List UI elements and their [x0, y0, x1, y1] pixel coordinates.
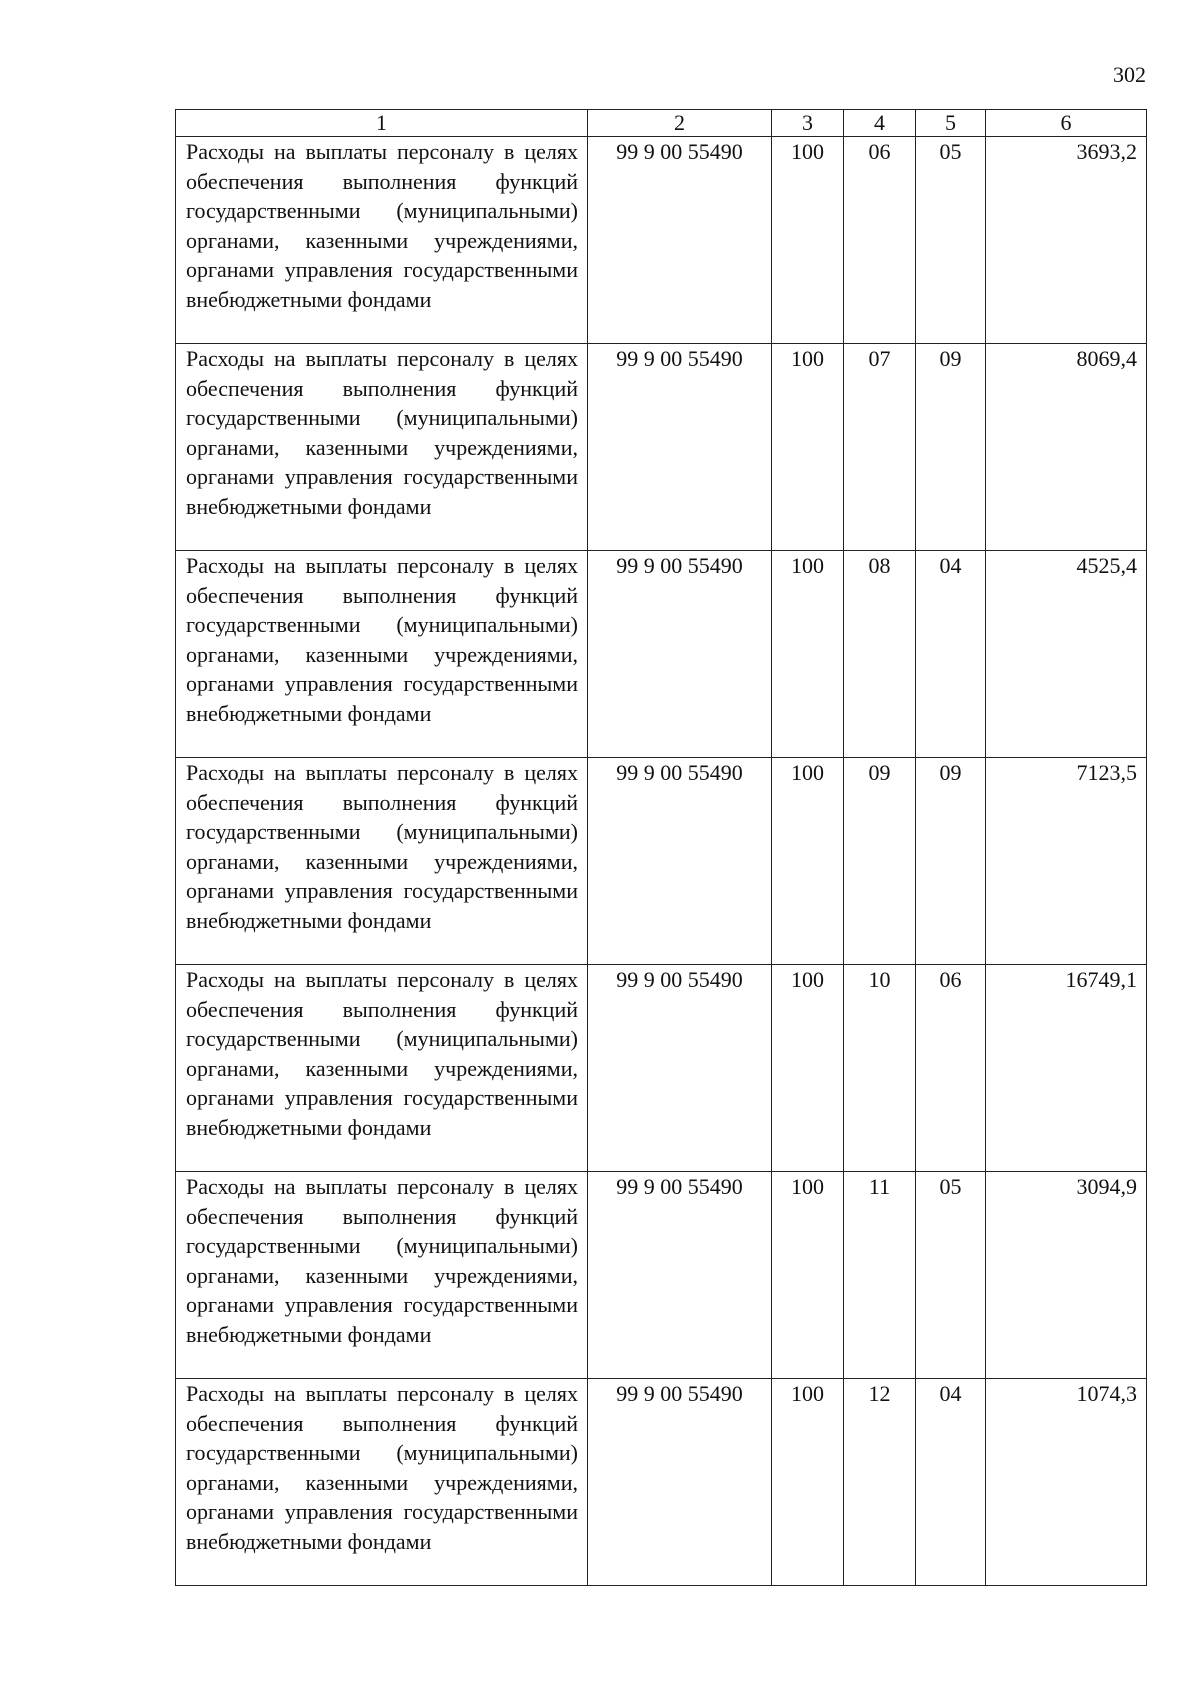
expense-name: Расходы на выплаты персоналу в целях обеспечения выполнения функций государственными (муниципальными) органами, казенными учреждениями, органами управления государственными внебюджетными фондами — [176, 965, 588, 1172]
table-row — [176, 965, 1147, 1172]
subsection-code: 05 — [916, 1172, 986, 1379]
table-header-row — [176, 110, 1147, 137]
subsection-code: 04 — [916, 1379, 986, 1586]
section-code: 07 — [844, 344, 916, 551]
expense-name: Расходы на выплаты персоналу в целях обеспечения выполнения функций государственными (муниципальными) органами, казенными учреждениями, органами управления государственными внебюджетными фондами — [176, 551, 588, 758]
section-code: 06 — [844, 137, 916, 344]
target-article-code: 99 9 00 55490 — [588, 758, 772, 965]
expense-name: Расходы на выплаты персоналу в целях обеспечения выполнения функций государственными (муниципальными) органами, казенными учреждениями, органами управления государственными внебюджетными фондами — [176, 758, 588, 965]
column-header-1: 1 — [176, 110, 588, 137]
amount: 3094,9 — [986, 1172, 1147, 1379]
table-row — [176, 1379, 1147, 1586]
column-header-4: 4 — [844, 110, 916, 137]
amount: 1074,3 — [986, 1379, 1147, 1586]
target-article-code: 99 9 00 55490 — [588, 551, 772, 758]
amount: 4525,4 — [986, 551, 1147, 758]
expense-name: Расходы на выплаты персоналу в целях обеспечения выполнения функций государственными (муниципальными) органами, казенными учреждениями, органами управления государственными внебюджетными фондами — [176, 137, 588, 344]
expense-type-code: 100 — [772, 551, 844, 758]
subsection-code: 04 — [916, 551, 986, 758]
table-row — [176, 1172, 1147, 1379]
amount: 8069,4 — [986, 344, 1147, 551]
budget-table — [175, 109, 1147, 1586]
amount: 3693,2 — [986, 137, 1147, 344]
section-code: 10 — [844, 965, 916, 1172]
expense-type-code: 100 — [772, 758, 844, 965]
expense-type-code: 100 — [772, 1379, 844, 1586]
section-code: 08 — [844, 551, 916, 758]
target-article-code: 99 9 00 55490 — [588, 1379, 772, 1586]
expense-name: Расходы на выплаты персоналу в целях обеспечения выполнения функций государственными (муниципальными) органами, казенными учреждениями, органами управления государственными внебюджетными фондами — [176, 1379, 588, 1586]
target-article-code: 99 9 00 55490 — [588, 137, 772, 344]
subsection-code: 06 — [916, 965, 986, 1172]
expense-name: Расходы на выплаты персоналу в целях обеспечения выполнения функций государственными (муниципальными) органами, казенными учреждениями, органами управления государственными внебюджетными фондами — [176, 344, 588, 551]
subsection-code: 05 — [916, 137, 986, 344]
table-row — [176, 758, 1147, 965]
column-header-6: 6 — [986, 110, 1147, 137]
column-header-5: 5 — [916, 110, 986, 137]
expense-type-code: 100 — [772, 137, 844, 344]
page-number: 302 — [1113, 62, 1146, 87]
target-article-code: 99 9 00 55490 — [588, 344, 772, 551]
table-row — [176, 137, 1147, 344]
section-code: 11 — [844, 1172, 916, 1379]
subsection-code: 09 — [916, 344, 986, 551]
section-code: 09 — [844, 758, 916, 965]
subsection-code: 09 — [916, 758, 986, 965]
expense-name: Расходы на выплаты персоналу в целях обеспечения выполнения функций государственными (муниципальными) органами, казенными учреждениями, органами управления государственными внебюджетными фондами — [176, 1172, 588, 1379]
table-row — [176, 344, 1147, 551]
target-article-code: 99 9 00 55490 — [588, 1172, 772, 1379]
expense-type-code: 100 — [772, 1172, 844, 1379]
amount: 7123,5 — [986, 758, 1147, 965]
table-row — [176, 551, 1147, 758]
column-header-2: 2 — [588, 110, 772, 137]
expense-type-code: 100 — [772, 965, 844, 1172]
section-code: 12 — [844, 1379, 916, 1586]
column-header-3: 3 — [772, 110, 844, 137]
expense-type-code: 100 — [772, 344, 844, 551]
amount: 16749,1 — [986, 965, 1147, 1172]
target-article-code: 99 9 00 55490 — [588, 965, 772, 1172]
